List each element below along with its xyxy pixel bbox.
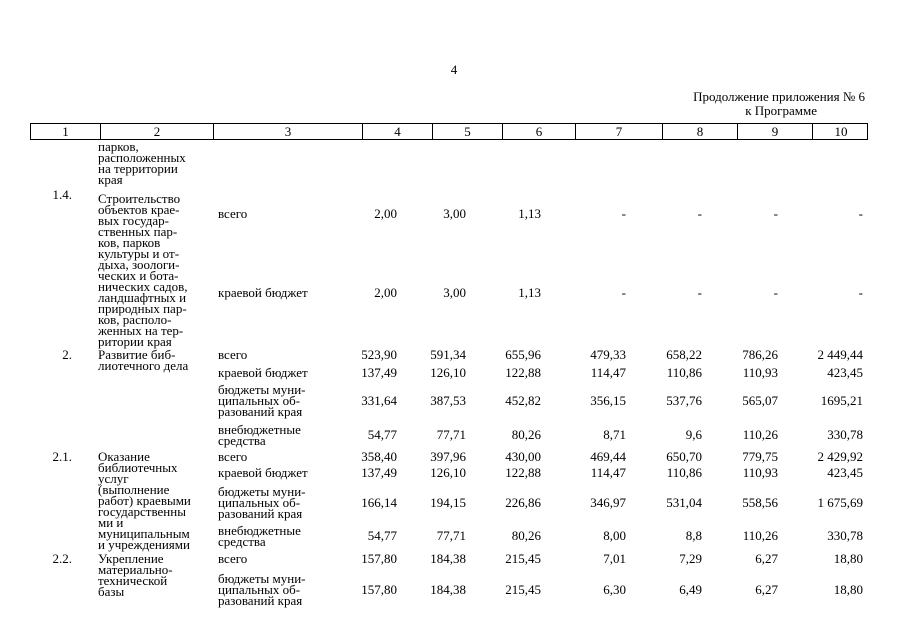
activity-name-line: библиотечных [98, 460, 178, 475]
value-cell: 469,44 [590, 449, 626, 464]
carry-over-name-line: расположенных [98, 150, 186, 165]
value-cell: 397,96 [430, 449, 466, 464]
carry-over-name-line: края [98, 172, 123, 187]
value-cell: 8,71 [603, 427, 626, 442]
value-cell: - [858, 285, 863, 300]
funding-source-line: бюджеты муни- [218, 571, 306, 586]
value-cell: 126,10 [430, 365, 466, 380]
activity-name-line: лиотечного дела [98, 358, 189, 373]
value-cell: 215,45 [505, 582, 541, 597]
activity-name-line: услуг [98, 471, 129, 486]
value-cell: 157,80 [361, 551, 397, 566]
activity-name-line: муниципальным [98, 526, 190, 541]
activity-name-line: (выполнение [98, 482, 170, 497]
value-cell: 6,49 [679, 582, 702, 597]
value-cell: 110,26 [742, 427, 778, 442]
value-cell: 1,13 [518, 206, 541, 221]
value-cell: 54,77 [367, 427, 397, 442]
value-cell: 110,86 [666, 365, 702, 380]
value-cell: 356,15 [590, 393, 626, 408]
funding-source-line: бюджеты муни- [218, 484, 306, 499]
value-cell: 1,13 [518, 285, 541, 300]
funding-source: всего [218, 347, 248, 362]
value-cell: 137,49 [361, 365, 397, 380]
value-cell: 18,80 [833, 551, 863, 566]
column-number-header [30, 123, 868, 140]
carry-over-name-line: на территории [98, 161, 178, 176]
carry-over-name-line: парков, [98, 139, 139, 154]
value-cell: 531,04 [666, 495, 702, 510]
value-cell: 387,53 [430, 393, 466, 408]
value-cell: 658,22 [666, 347, 702, 362]
value-cell: 650,70 [666, 449, 702, 464]
value-cell: 114,47 [590, 365, 626, 380]
funding-source: всего [218, 449, 248, 464]
value-cell: 1695,21 [820, 393, 863, 408]
value-cell: 358,40 [361, 449, 397, 464]
value-cell: - [858, 206, 863, 221]
activity-name-line: объектов крае- [98, 202, 180, 217]
funding-source-line: средства [218, 534, 266, 549]
value-cell: 114,47 [590, 465, 626, 480]
value-cell: 122,88 [505, 365, 541, 380]
funding-source: краевой бюджет [218, 365, 308, 380]
appendix-note-line2: к Программе [745, 103, 817, 118]
value-cell: 54,77 [367, 528, 397, 543]
value-cell: 7,29 [679, 551, 702, 566]
value-cell: 2,00 [374, 206, 397, 221]
value-cell: 558,56 [742, 495, 778, 510]
value-cell: 331,64 [361, 393, 397, 408]
activity-name-line: материально- [98, 562, 173, 577]
activity-name-line: технической [98, 573, 168, 588]
value-cell: 452,82 [505, 393, 541, 408]
value-cell: 6,30 [603, 582, 626, 597]
value-cell: - [621, 206, 626, 221]
column-number: 9 [737, 124, 812, 139]
column-number: 3 [213, 124, 362, 139]
activity-name-line: культуры и от- [98, 246, 180, 261]
value-cell: 479,33 [590, 347, 626, 362]
funding-source-line: ципальных об- [218, 495, 301, 510]
activity-name-line: вых государ- [98, 213, 169, 228]
value-cell: 537,76 [666, 393, 702, 408]
value-cell: 3,00 [443, 285, 466, 300]
value-cell: 6,27 [755, 582, 778, 597]
activity-name-line: ритории края [98, 334, 172, 349]
column-number: 8 [662, 124, 737, 139]
value-cell: 80,26 [511, 528, 541, 543]
value-cell: - [773, 285, 778, 300]
activity-name-line: Оказание [98, 449, 150, 464]
activity-name-line: дыха, зоологи- [98, 257, 180, 272]
value-cell: 110,93 [742, 365, 778, 380]
value-cell: - [621, 285, 626, 300]
column-number: 1 [62, 124, 69, 139]
page-number: 4 [450, 62, 458, 77]
value-cell: 3,00 [443, 206, 466, 221]
value-cell: 655,96 [505, 347, 541, 362]
activity-name-line: ков, располо- [98, 312, 172, 327]
value-cell: 110,86 [666, 465, 702, 480]
activity-name-line: природных пар- [98, 301, 187, 316]
appendix-note-line1: Продолжение приложения № 6 [693, 89, 865, 104]
value-cell: 346,97 [590, 495, 626, 510]
value-cell: - [773, 206, 778, 221]
funding-source: всего [218, 551, 248, 566]
activity-name-line: работ) краевыми [98, 493, 191, 508]
value-cell: 565,07 [742, 393, 778, 408]
activity-name-line: Развитие биб- [98, 347, 176, 362]
value-cell: 7,01 [603, 551, 626, 566]
funding-source-line: внебюджетные [218, 523, 301, 538]
value-cell: 430,00 [505, 449, 541, 464]
value-cell: 122,88 [505, 465, 541, 480]
value-cell: 157,80 [361, 582, 397, 597]
funding-source-line: разований края [218, 404, 303, 419]
value-cell: 18,80 [833, 582, 863, 597]
value-cell: 110,93 [742, 465, 778, 480]
column-number: 5 [432, 124, 502, 139]
funding-source-line: ципальных об- [218, 393, 301, 408]
row-number: 2.1. [52, 449, 72, 464]
value-cell: 523,90 [361, 347, 397, 362]
value-cell: 2,00 [374, 285, 397, 300]
value-cell: 194,15 [430, 495, 466, 510]
value-cell: 215,45 [505, 551, 541, 566]
value-cell: 126,10 [430, 465, 466, 480]
funding-source: краевой бюджет [218, 285, 308, 300]
funding-source-line: разований края [218, 506, 303, 521]
value-cell: 9,6 [685, 427, 702, 442]
value-cell: 1 675,69 [817, 495, 863, 510]
activity-name-line: женных на тер- [98, 323, 184, 338]
column-number: 4 [362, 124, 432, 139]
value-cell: 423,45 [827, 365, 863, 380]
column-number: 7 [575, 124, 662, 139]
activity-name-line: и учреждениями [98, 537, 190, 552]
activity-name-line: государственны [98, 504, 186, 519]
row-number: 2.2. [52, 551, 72, 566]
row-number: 1.4. [52, 187, 72, 202]
value-cell: 137,49 [361, 465, 397, 480]
column-number: 6 [502, 124, 575, 139]
value-cell: 330,78 [827, 528, 863, 543]
value-cell: 226,86 [505, 495, 541, 510]
activity-name-line: ми и [98, 515, 124, 530]
activity-name-line: ственных пар- [98, 224, 178, 239]
column-number: 10 [812, 124, 869, 139]
value-cell: 110,26 [742, 528, 778, 543]
funding-source: краевой бюджет [218, 465, 308, 480]
value-cell: 80,26 [511, 427, 541, 442]
appendix-note [640, 90, 865, 118]
value-cell: 2 429,92 [817, 449, 863, 464]
funding-source-line: внебюджетные [218, 422, 301, 437]
row-number: 2. [62, 347, 72, 362]
value-cell: 184,38 [430, 582, 466, 597]
activity-name-line: базы [98, 584, 125, 599]
value-cell: 77,71 [436, 427, 466, 442]
value-cell: 184,38 [430, 551, 466, 566]
activity-name-line: Укрепление [98, 551, 164, 566]
activity-name-line: ческих и бота- [98, 268, 179, 283]
activity-name-line: Строительство [98, 191, 181, 206]
value-cell: 77,71 [436, 528, 466, 543]
funding-source-line: ципальных об- [218, 582, 301, 597]
value-cell: 591,34 [430, 347, 466, 362]
value-cell: 2 449,44 [817, 347, 863, 362]
value-cell: 779,75 [742, 449, 778, 464]
value-cell: - [697, 206, 702, 221]
value-cell: 8,8 [685, 528, 702, 543]
value-cell: 8,00 [603, 528, 626, 543]
value-cell: 786,26 [742, 347, 778, 362]
value-cell: 330,78 [827, 427, 863, 442]
funding-source-line: разований края [218, 593, 303, 608]
activity-name-line: нических садов, [98, 279, 188, 294]
value-cell: 6,27 [755, 551, 778, 566]
column-number: 2 [100, 124, 213, 139]
value-cell: 423,45 [827, 465, 863, 480]
activity-name-line: ландшафтных и [98, 290, 187, 305]
funding-source-line: бюджеты муни- [218, 382, 306, 397]
value-cell: - [697, 285, 702, 300]
activity-name-line: ков, парков [98, 235, 161, 250]
funding-source: всего [218, 206, 248, 221]
value-cell: 166,14 [361, 495, 397, 510]
funding-source-line: средства [218, 433, 266, 448]
